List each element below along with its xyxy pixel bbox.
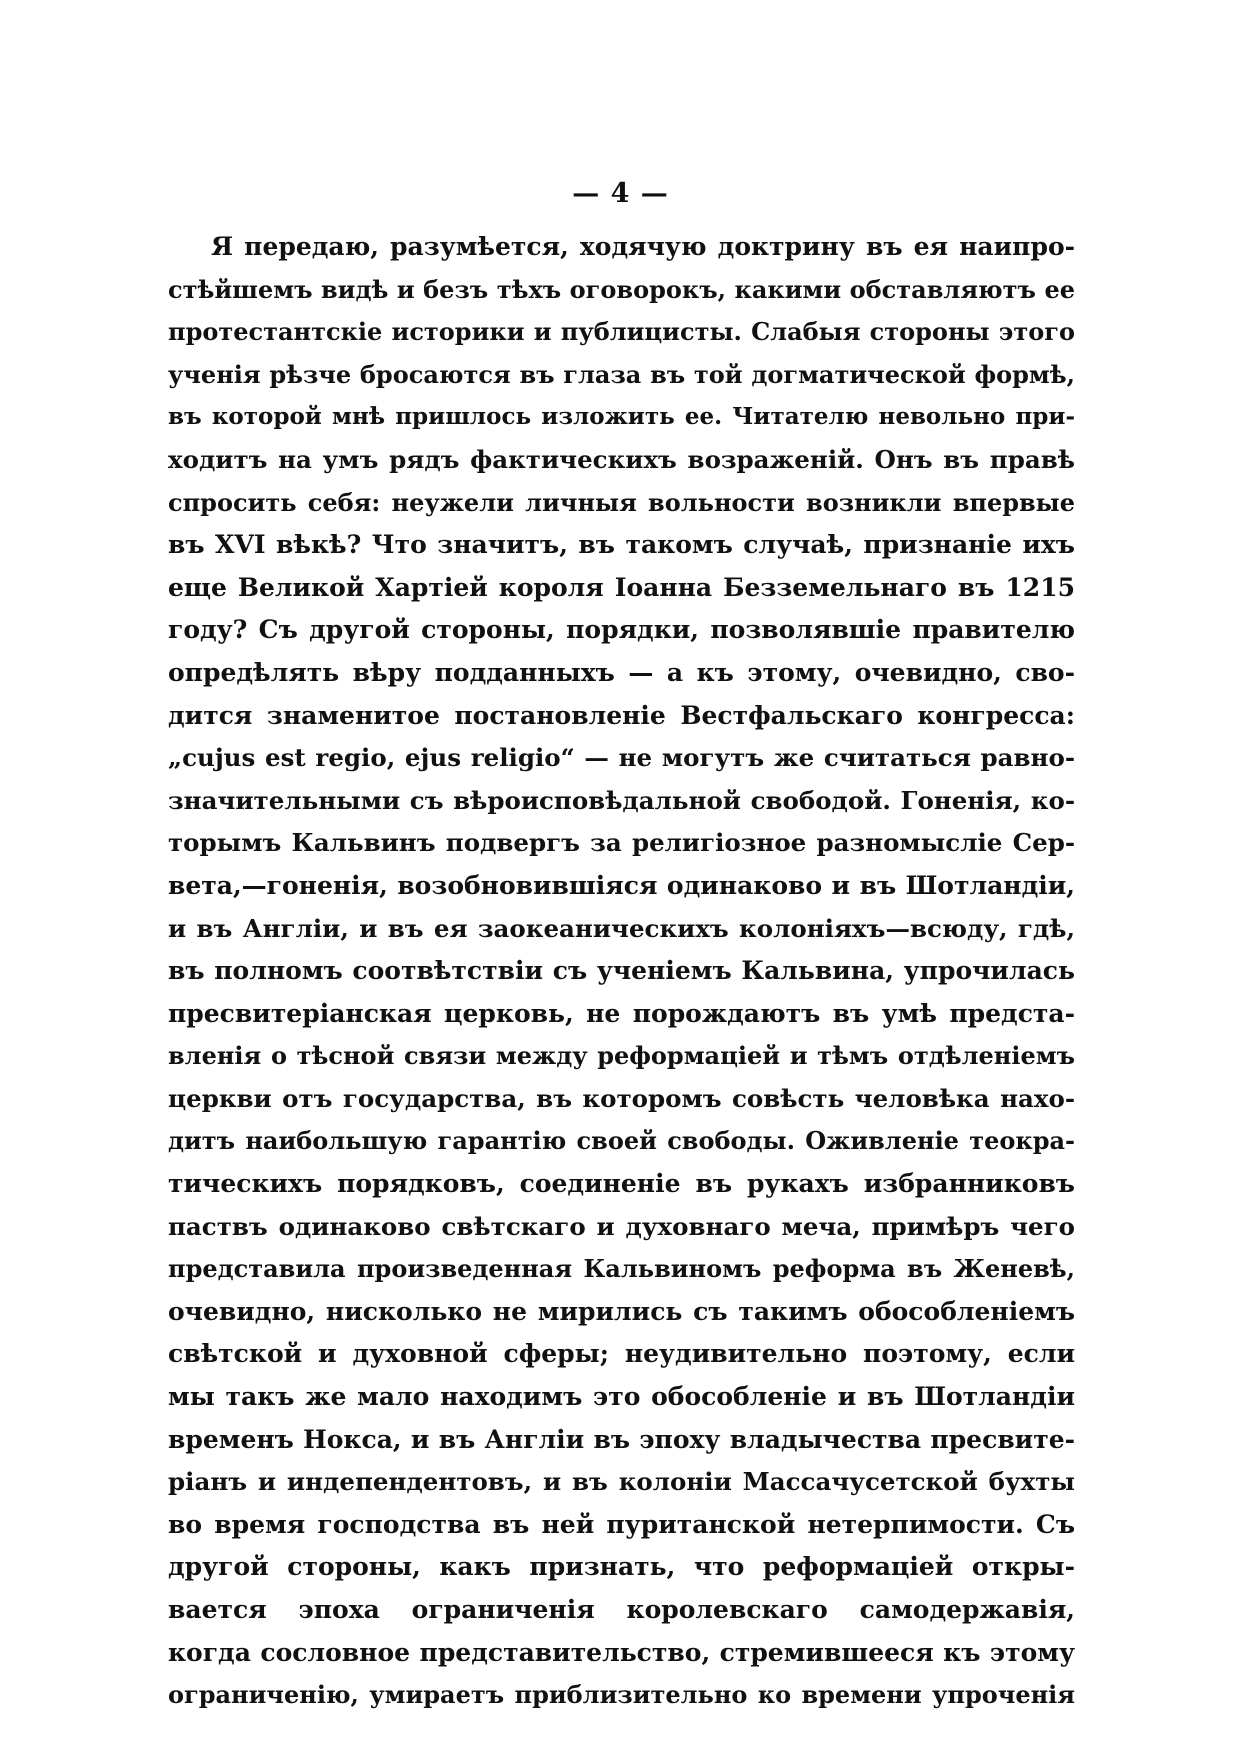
text-line: „cujus est regio, ejus religio“ — не могутъ же считаться равно- — [168, 743, 1075, 773]
text-line: протестантскіе историки и публицисты. Слабыя стороны этого — [168, 317, 1075, 347]
text-line: ріанъ и индепендентовъ, и въ колоніи Массачусетской бухты — [168, 1467, 1075, 1497]
text-line: спросить себя: неужели личныя вольности возникли впервые — [168, 487, 1075, 517]
text-line: ученія рѣзче бросаются въ глаза въ той догматической формѣ, — [168, 359, 1075, 389]
text-line: во время господства въ ней пуританской нетерпимости. Съ — [168, 1509, 1075, 1539]
text-line: еще Великой Хартіей короля Іоанна Безземельнаго въ 1215 — [168, 572, 1075, 602]
text-line: когда сословное представительство, стремившееся къ этому — [168, 1637, 1075, 1667]
text-line: значительными съ вѣроисповѣдальной свободой. Гоненія, ко- — [168, 785, 1075, 815]
text-line: опредѣлять вѣру подданныхъ — а къ этому, очевидно, сво- — [168, 657, 1075, 687]
text-line: вета,—гоненія, возобновившіяся одинаково и въ Шотландіи, — [168, 870, 1075, 900]
text-line: пресвитеріанская церковь, не порождаютъ въ умѣ предста- — [168, 998, 1075, 1028]
text-line: въ полномъ соотвѣтствіи съ ученіемъ Кальвина, упрочилась — [168, 956, 1075, 986]
page-number: — 4 — — [572, 178, 669, 209]
text-line: представила произведенная Кальвиномъ реформа въ Женевѣ, — [168, 1254, 1075, 1284]
text-line: свѣтской и духовной сферы; неудивительно поэтому, если — [168, 1339, 1075, 1369]
text-line: временъ Нокса, и въ Англіи въ эпоху владычества пресвите- — [168, 1424, 1075, 1454]
text-line: ходитъ на умъ рядъ фактическихъ возраженій. Онъ въ правѣ — [168, 444, 1075, 474]
text-line: ограниченію, умираетъ приблизительно ко времени упроченія — [168, 1680, 1075, 1710]
text-line: дитъ наибольшую гарантію своей свободы. Оживленіе теокра- — [168, 1126, 1075, 1156]
text-line: тическихъ порядковъ, соединеніе въ рукахъ избранниковъ — [168, 1169, 1075, 1199]
text-line: церкви отъ государства, въ которомъ совѣсть человѣка нахо- — [168, 1083, 1075, 1113]
text-line: мы такъ же мало находимъ это обособленіе и въ Шотландіи — [168, 1382, 1075, 1412]
body-paragraph — [168, 226, 1075, 1717]
text-line: паствъ одинаково свѣтскаго и духовнаго меча, примѣръ чего — [168, 1211, 1075, 1241]
text-line: въ которой мнѣ пришлось изложить ее. Читателю невольно при- — [168, 403, 1075, 431]
text-line: другой стороны, какъ признать, что реформаціей откры- — [168, 1552, 1075, 1582]
text-line: очевидно, нисколько не мирились съ такимъ обособленіемъ — [168, 1296, 1075, 1326]
text-line: вленія о тѣсной связи между реформаціей и тѣмъ отдѣленіемъ — [168, 1041, 1075, 1071]
text-line: году? Съ другой стороны, порядки, позволявшіе правителю — [168, 615, 1075, 645]
text-line: торымъ Кальвинъ подвергъ за религіозное разномысліе Сер- — [168, 828, 1075, 858]
text-line: дится знаменитое постановленіе Вестфальскаго конгресса: — [168, 700, 1075, 730]
text-line: стѣйшемъ видѣ и безъ тѣхъ оговорокъ, какими обставляютъ ее — [168, 274, 1075, 304]
text-line: Я передаю, разумѣется, ходячую доктрину въ ея наипро- — [211, 232, 1075, 261]
text-line: и въ Англіи, и въ ея заокеаническихъ колоніяхъ—всюду, гдѣ, — [168, 913, 1075, 943]
text-line: въ XVI вѣкѣ? Что значитъ, въ такомъ случаѣ, признаніе ихъ — [168, 530, 1075, 560]
text-line: вается эпоха ограниченія королевскаго самодержавія, — [168, 1595, 1075, 1624]
